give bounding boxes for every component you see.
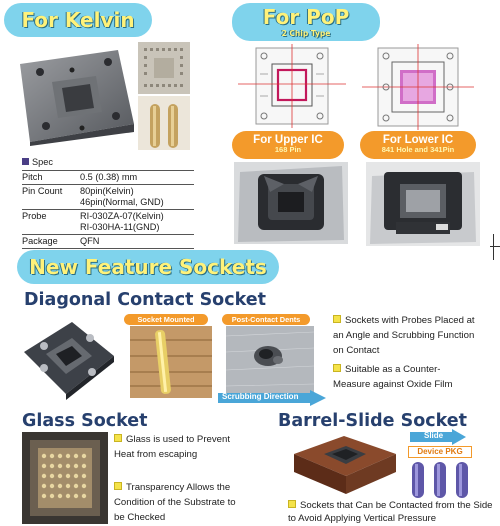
post-contact-dents-photo <box>226 326 314 398</box>
diagonal-bullet-2: Suitable as a Counter-Measure against Oxide Film <box>333 364 453 390</box>
kelvin-socket-photo <box>12 42 136 146</box>
square-bullet-icon <box>333 364 341 372</box>
barrel-bullet-1: Sockets that Can be Contacted from the Side to Avoid Applying Vertical Pressure <box>288 500 493 524</box>
square-bullet-icon <box>333 315 341 323</box>
post-contact-dents-tag: Post-Contact Dents <box>222 314 310 325</box>
spec-title: Spec <box>22 157 194 167</box>
kelvin-pin-closeup-photo <box>138 42 190 94</box>
socket-mounted-tag: Socket Mounted <box>124 314 208 325</box>
glass-socket-title: Glass Socket <box>22 411 148 431</box>
diagonal-socket-photo <box>16 316 118 400</box>
upper-ic-badge: For Upper IC 168 Pin <box>232 131 344 159</box>
scrubbing-direction-label: Scrubbing Direction <box>222 392 299 401</box>
spec-row-package: Package QFN <box>22 234 194 249</box>
spec-row-pin-count: Pin Count 80pin(Kelvin) 46pin(Normal, GND) <box>22 184 194 209</box>
upper-ic-socket-photo <box>234 162 348 244</box>
page-edge-divider <box>493 234 494 260</box>
diagonal-socket-title: Diagonal Contact Socket <box>24 290 266 310</box>
upper-ic-layout-diagram <box>238 44 346 128</box>
scrubbing-direction-arrow <box>218 390 326 406</box>
spec-row-pitch: Pitch 0.5 (0.38) mm <box>22 170 194 184</box>
glass-socket-photo <box>22 432 108 524</box>
spec-table <box>22 157 194 249</box>
barrel-slide-socket-title: Barrel-Slide Socket <box>278 411 468 431</box>
new-feature-title: New Feature Sockets <box>17 250 279 284</box>
square-bullet-icon <box>288 500 296 508</box>
pop-title: For PoP <box>262 5 350 29</box>
lower-ic-socket-photo <box>366 162 480 246</box>
barrel-slide-socket-photo <box>288 432 400 498</box>
lower-ic-badge: For Lower IC 841 Hole and 341Pin <box>360 131 476 159</box>
page-edge-tick <box>490 246 500 247</box>
pop-title-pill <box>232 3 380 41</box>
slide-arrow <box>410 429 466 445</box>
square-bullet-icon <box>114 482 122 490</box>
pop-subtitle: 2 Chip Type <box>281 29 331 38</box>
kelvin-probe-tip-photo <box>138 96 190 150</box>
slide-label: Slide <box>424 431 444 440</box>
barrel-probes-illustration <box>408 460 472 500</box>
spec-row-probe: Probe RI-030ZA-07(Kelvin) RI-030HA-11(GND) <box>22 209 194 234</box>
device-pkg-label: Device PKG <box>408 446 472 458</box>
socket-mounted-photo <box>130 326 212 398</box>
kelvin-title: For Kelvin <box>4 3 152 37</box>
square-bullet-icon <box>22 158 29 165</box>
lower-ic-layout-diagram <box>362 44 474 130</box>
square-bullet-icon <box>114 434 122 442</box>
glass-bullet-1: Glass is used to Prevent Heat from escaping <box>114 434 230 460</box>
glass-bullet-2: Transparency Allows the Condition of the Substrate to be Checked <box>114 482 236 523</box>
diagonal-bullet-1: Sockets with Probes Placed at an Angle and Scrubbing Function on Contact <box>333 315 475 356</box>
